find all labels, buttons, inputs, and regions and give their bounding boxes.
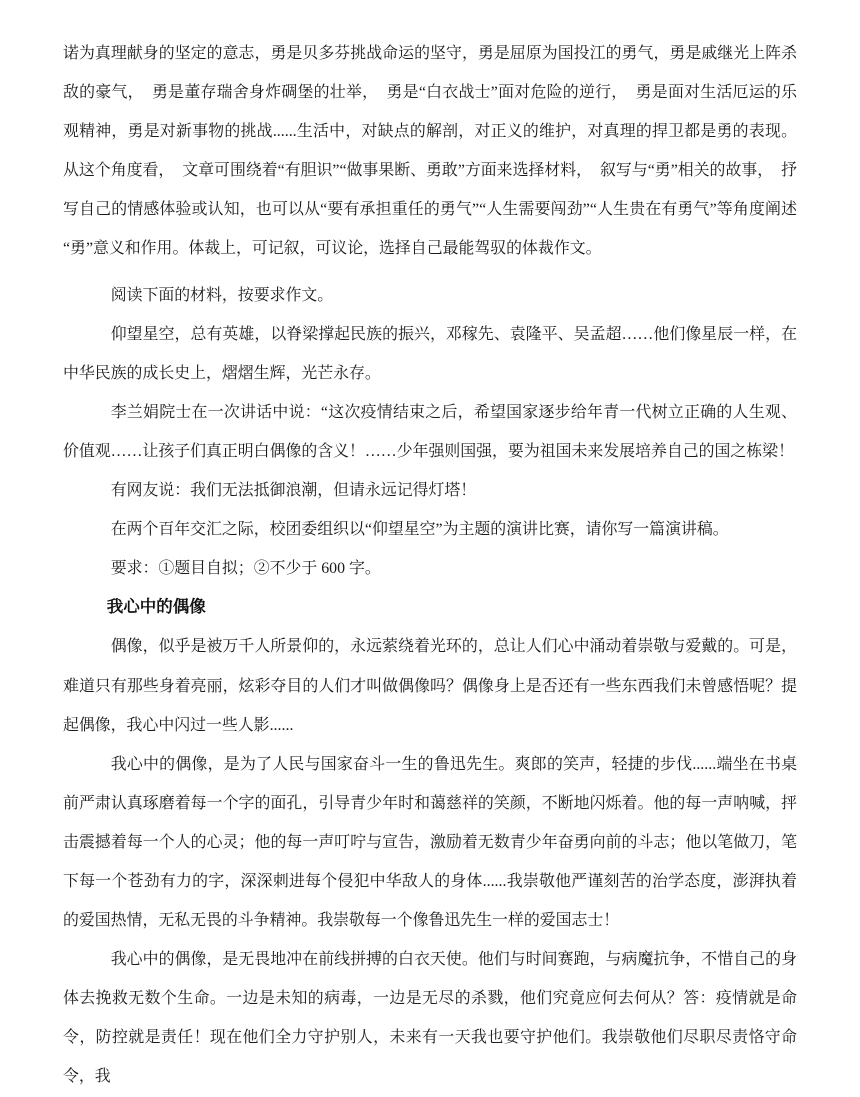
prompt-intro-paragraph: 阅读下面的材料，按要求作文。 [110, 286, 334, 304]
material-stargazing-paragraph: 仰望星空，总有英雄，以脊梁撑起民族的振兴，邓稼先、袁隆平、吴孟超……他们像星辰一样，在中华民族的成长史上，熠熠生辉，光芒永存。 [63, 325, 797, 382]
material-netizen-paragraph: 有网友说：我们无法抵御浪潮，但请永远记得灯塔！ [110, 482, 477, 500]
essay-paragraph-luxun: 我心中的偶像，是为了人民与国家奋斗一生的鲁迅先生。爽郎的笑声，轻捷的步伐......端坐在书桌前严肃认真琢磨着每一个字的面孔，引导青少年时和蔼慈祥的笑颜，不断地闪烁着。他的每一声呐喊，抨击震撼着每一个人的心灵；他的每一声叮咛与宣告，激励着无数青少年奋勇向前的斗志；他以笔做刀，笔下每一个苍劲有力的字，深深刺进每个侵犯中华敌人的身体......我崇敬他严谨刻苦的治学态度，澎湃执着的爱国热情，无私无畏的斗争精神。我崇敬每一个像鲁迅先生一样的爱国志士！ [63, 755, 797, 930]
essay-paragraph-idol-intro: 偶像，似乎是被万千人所景仰的，永远萦绕着光环的，总让人们心中涌动着崇敬与爱戴的。可是，难道只有那些身着亮丽，炫彩夺目的人们才叫做偶像吗？偶像身上是否还有一些东西我们未曾感悟呢？提起偶像，我心中闪过一些人影...... [63, 638, 797, 734]
essay-paragraph-medical-heroes: 我心中的偶像，是无畏地冲在前线拼搏的白衣天使。他们与时间赛跑，与病魔抗争，不惜自己的身体去挽救无数个生命。一边是未知的病毒，一边是无尽的杀戮，他们究竟应何去何从？答：疫情就是命令，防控就是责任！现在他们全力守护别人，未来有一天我也要守护他们。我崇敬他们尽职尽责恪守命令，我 [63, 951, 797, 1086]
essay-title: 我心中的偶像 [106, 598, 206, 617]
requirements-paragraph: 要求：①题目自拟；②不少于 600 字。 [110, 560, 381, 578]
guidance-paragraph: 诺为真理献身的坚定的意志，勇是贝多芬挑战命运的坚守，勇是屈原为国投江的勇气，勇是戚继光上阵杀敌的豪气， 勇是董存瑞舍身炸碉堡的壮举， 勇是“白衣战士”面对危险的逆行， 勇是面对生活厄运的乐观精神，勇是对新事物的挑战......生活中，对缺点的解剖，对正义的维护，对真理的捍卫都是勇的表现。从这个角度看， 文章可围绕着“有胆识”“做事果断、勇敢”方面来选择材料， 叙写与“勇”相关的故事， 抒写自己的情感体验或认知，也可以从“要有承担重任的勇气”“人生需要闯劲”“人生贵在有勇气”等角度阐述“勇”意义和作用。体裁上，可记叙，可议论，选择自己最能驾驭的体裁作文。 [63, 45, 797, 258]
material-lilanjuan-paragraph: 李兰娟院士在一次讲话中说：“这次疫情结束之后，希望国家逐步给年青一代树立正确的人生观、价值观……让孩子们真正明白偶像的含义！……少年强则国强，要为祖国未来发展培养自己的国之栋梁！ [63, 403, 797, 460]
task-statement-paragraph: 在两个百年交汇之际，校团委组织以“仰望星空”为主题的演讲比赛，请你写一篇演讲稿。 [110, 521, 729, 539]
document-page [63, 34, 797, 1097]
